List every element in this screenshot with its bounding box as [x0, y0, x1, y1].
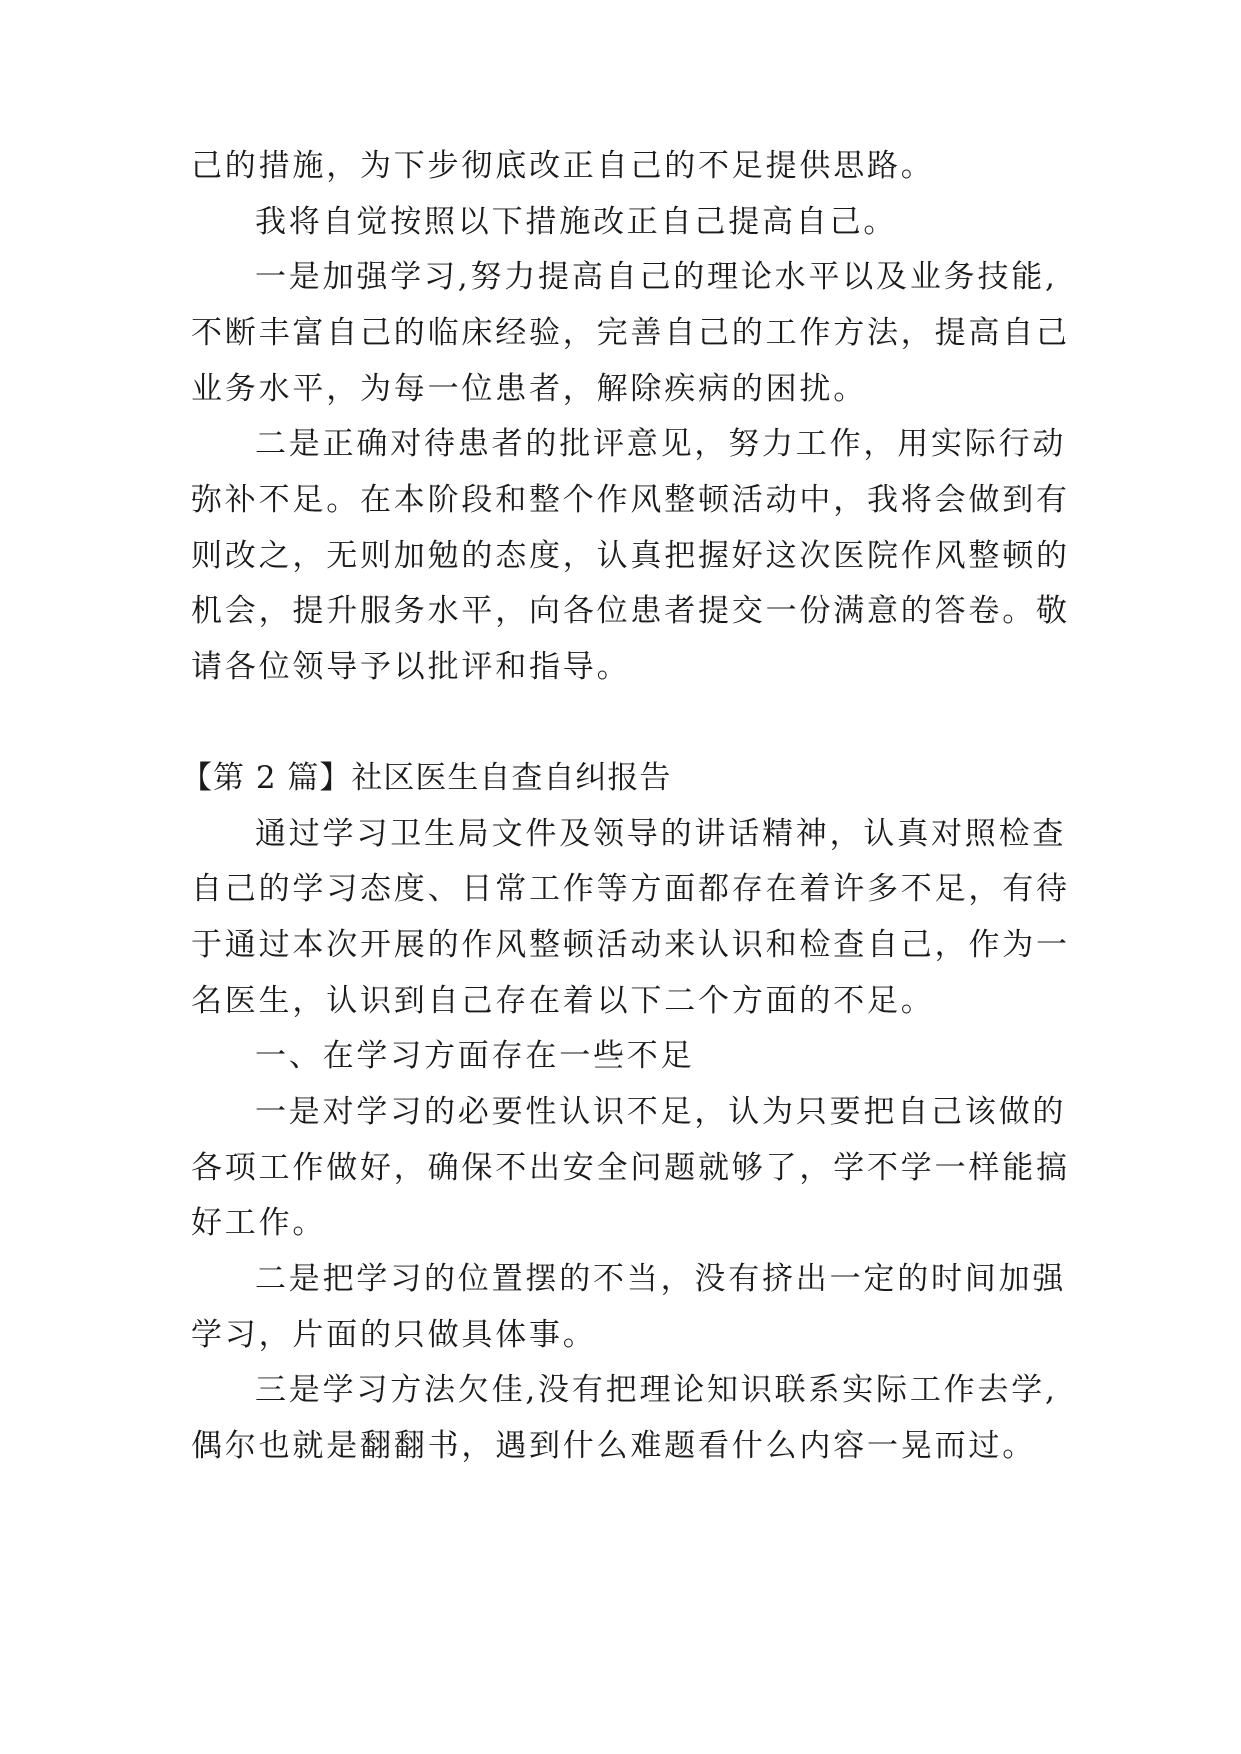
text-line: 各项工作做好，确保不出安全问题就够了，学不学一样能搞: [191, 1150, 1070, 1186]
subheading: 一、在学习方面存在一些不足: [255, 1038, 695, 1074]
text-line: 好工作。: [191, 1205, 327, 1241]
text-line: 机会，提升服务水平，向各位患者提交一份满意的答卷。敬: [191, 593, 1070, 629]
paragraph-first-line: 三是学习方法欠佳,没有把理论知识联系实际工作去学,: [255, 1372, 1058, 1408]
text-line: 名医生，认识到自己存在着以下二个方面的不足。: [191, 983, 935, 1019]
paragraph-first-line: 二是把学习的位置摆的不当，没有挤出一定的时间加强: [255, 1261, 1067, 1297]
text-line: 业务水平，为每一位患者，解除疾病的困扰。: [191, 371, 867, 407]
paragraph-first-line: 一是加强学习,努力提高自己的理论水平以及业务技能,: [255, 259, 1058, 295]
text-line: 请各位领导予以批评和指导。: [191, 649, 631, 685]
paragraph-first-line: 二是正确对待患者的批评意见，努力工作，用实际行动: [255, 426, 1067, 462]
paragraph-first-line: 一是对学习的必要性认识不足，认为只要把自己该做的: [255, 1094, 1067, 1130]
text-line: 弥补不足。在本阶段和整个作风整顿活动中，我将会做到有: [191, 482, 1070, 518]
text-line: 己的措施，为下步彻底改正自己的不足提供思路。: [191, 148, 935, 184]
text-line: 于通过本次开展的作风整顿活动来认识和检查自己，作为一: [191, 927, 1070, 963]
paragraph-first-line: 通过学习卫生局文件及领导的讲话精神，认真对照检查: [255, 816, 1067, 852]
text-line: 自己的学习态度、日常工作等方面都存在着许多不足，有待: [191, 871, 1070, 907]
text-line: 不断丰富自己的临床经验，完善自己的工作方法，提高自己: [191, 315, 1070, 351]
text-line: 学习，片面的只做具体事。: [191, 1317, 597, 1353]
section-heading: 【第 2 篇】社区医生自查自纠报告: [181, 760, 672, 796]
text-line: 则改之，无则加勉的态度，认真把握好这次医院作风整顿的: [191, 538, 1070, 574]
text-line: 偶尔也就是翻翻书，遇到什么难题看什么内容一晃而过。: [191, 1428, 1036, 1464]
paragraph-first-line: 我将自觉按照以下措施改正自己提高自己。: [255, 204, 898, 240]
